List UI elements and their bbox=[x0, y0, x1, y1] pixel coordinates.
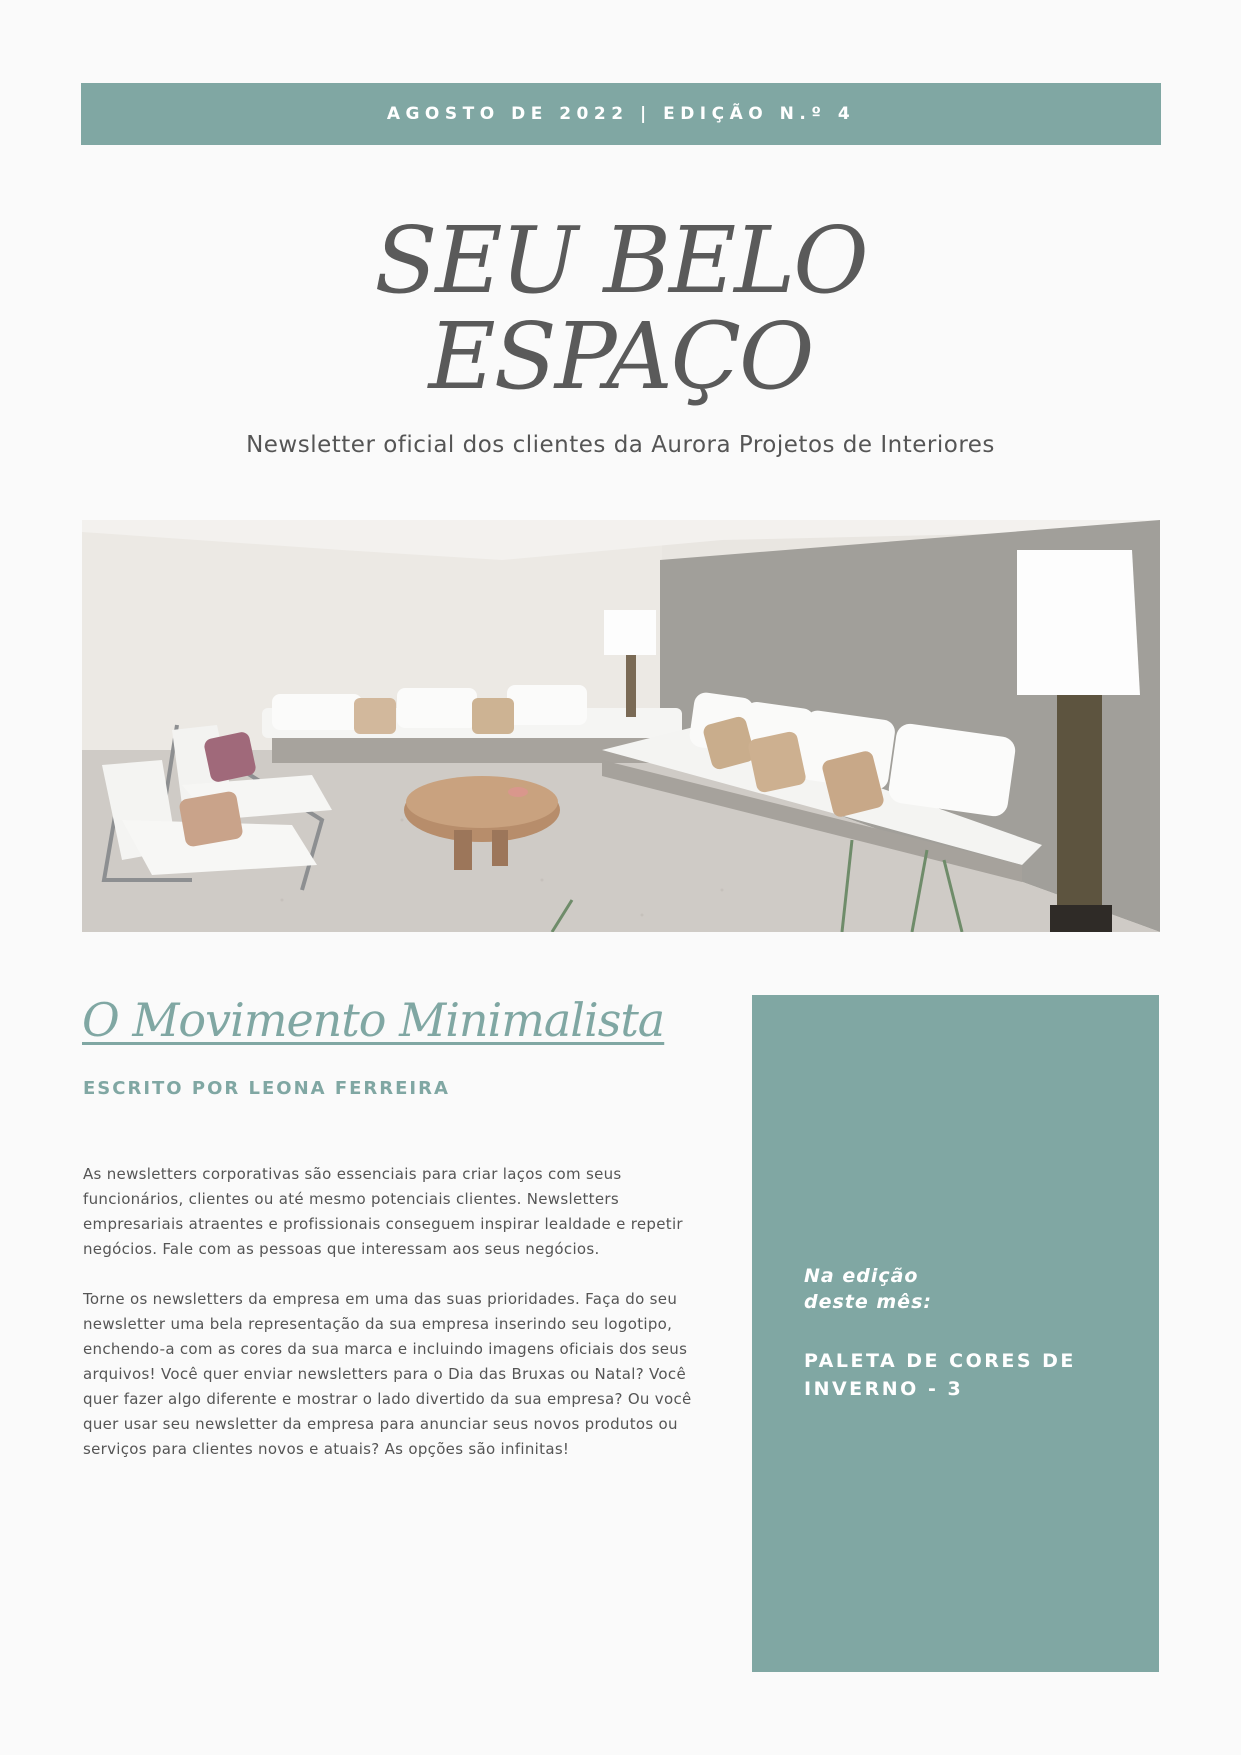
living-room-photo bbox=[82, 520, 1160, 932]
sidebar-box bbox=[752, 995, 1159, 1672]
newsletter-subtitle: Newsletter oficial dos clientes da Aurora Projetos de Interiores bbox=[246, 432, 995, 458]
article-paragraph: Torne os newsletters da empresa em uma das suas prioridades. Faça do seu newsletter uma bela representação da sua empresa inserindo seu logotipo, enchendo-a com as cores da sua marca e incluindo imagens oficiais dos seus arquivos! Você quer enviar newsletters para o Dia das Bruxas ou Natal? Você quer fazer algo diferente e mostrar o lado divertido da sua empresa? Ou você quer usar seu newsletter da empresa para anunciar seus novos produtos ou serviços para clientes novos e atuais? As opções são infinitas! bbox=[83, 1290, 692, 1458]
edition-banner bbox=[81, 83, 1161, 145]
edition-label: AGOSTO DE 2022 | EDIÇÃO N.º 4 bbox=[386, 104, 856, 124]
title-line-2: ESPAÇO bbox=[428, 303, 813, 410]
sidebar-kicker bbox=[804, 1263, 1004, 1315]
article-byline: ESCRITO POR LEONA FERREIRA bbox=[83, 1078, 450, 1099]
hero-image bbox=[82, 520, 1160, 932]
sidebar-item: PALETA DE CORES DE INVERNO - 3 bbox=[804, 1350, 1076, 1400]
sidebar-kicker-line-2: deste mês: bbox=[804, 1291, 932, 1313]
newsletter-title bbox=[0, 207, 1241, 410]
article-paragraph: As newsletters corporativas são essenciais para criar laços com seus funcionários, clientes ou até mesmo potenciais clientes. Newsletters empresariais atraentes e profissionais conseguem inspirar lealdade e repetir negócios. Fale com as pessoas que interessam aos seus negócios. bbox=[83, 1165, 683, 1258]
title-line-1: SEU BELO bbox=[374, 207, 867, 314]
sidebar-kicker-line-1: Na edição bbox=[804, 1265, 919, 1287]
article-title: O Movimento Minimalista bbox=[82, 993, 665, 1047]
